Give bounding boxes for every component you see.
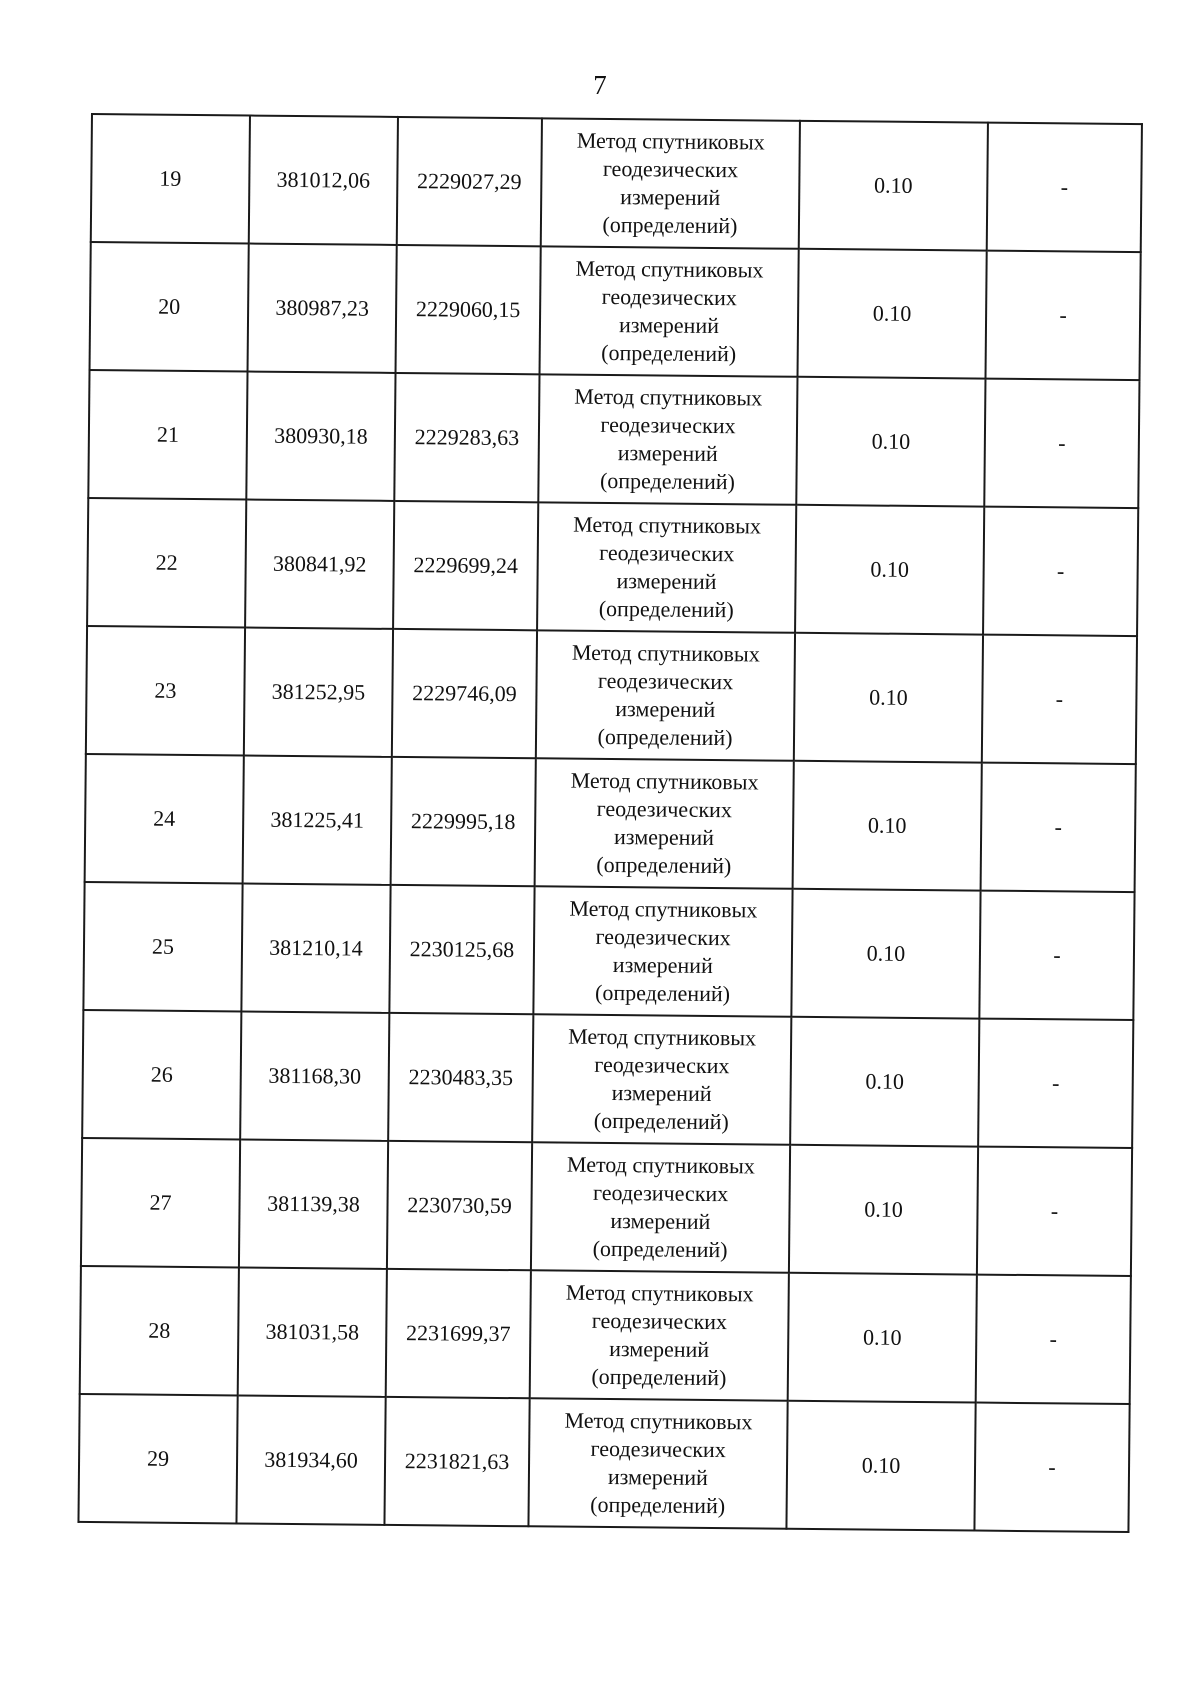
point-number-cell: 23	[86, 626, 245, 756]
method-line: геодезических	[600, 411, 736, 439]
table-row	[88, 370, 1139, 508]
x-coordinate-cell: 380841,92	[245, 500, 394, 629]
table-row	[91, 114, 1142, 252]
dash-cell: -	[987, 123, 1142, 252]
method-line: геодезических	[590, 1435, 726, 1463]
method-line: измерений	[612, 952, 713, 979]
y-coordinate-cell: 2229060,15	[396, 245, 541, 374]
method-line: измерений	[615, 696, 716, 723]
method-line: измерений	[616, 568, 717, 595]
method-line: Метод спутниковых	[576, 127, 765, 155]
point-number-cell: 29	[78, 1394, 237, 1524]
method-cell	[541, 118, 800, 248]
method-line: Метод спутниковых	[565, 1279, 754, 1307]
method-cell	[540, 246, 799, 376]
method-line: геодезических	[601, 283, 737, 311]
accuracy-cell: 0.10	[796, 377, 985, 507]
method-cell	[535, 758, 794, 888]
method-line: (определений)	[602, 211, 738, 239]
point-number-cell: 21	[88, 370, 247, 500]
method-line: (определений)	[596, 851, 732, 879]
accuracy-cell: 0.10	[786, 1401, 975, 1531]
table-row	[82, 1010, 1133, 1148]
dash-cell: -	[982, 635, 1137, 764]
method-line: Метод спутниковых	[574, 383, 763, 411]
y-coordinate-cell: 2229995,18	[391, 757, 536, 886]
method-line: геодезических	[591, 1307, 728, 1335]
point-number-cell: 28	[80, 1266, 239, 1396]
method-line: измерений	[617, 440, 718, 467]
method-line: геодезических	[602, 155, 739, 183]
dash-cell: -	[984, 379, 1139, 508]
method-line: измерений	[610, 1208, 711, 1234]
accuracy-cell: 0.10	[791, 889, 980, 1019]
y-coordinate-cell: 2229699,24	[393, 501, 538, 630]
accuracy-cell: 0.10	[788, 1273, 977, 1403]
x-coordinate-cell: 381210,14	[241, 883, 390, 1012]
method-line: геодезических	[599, 539, 735, 567]
method-line: (определений)	[599, 467, 736, 495]
method-cell	[532, 1014, 791, 1144]
method-cell	[538, 374, 797, 504]
accuracy-cell: 0.10	[793, 761, 982, 891]
x-coordinate-cell: 381031,58	[238, 1267, 387, 1396]
method-line: измерений	[613, 824, 715, 851]
dash-cell: -	[983, 507, 1138, 636]
point-number-cell: 20	[90, 242, 249, 372]
method-line: Метод спутниковых	[575, 255, 764, 283]
y-coordinate-cell: 2230125,68	[389, 885, 534, 1014]
method-line: измерений	[611, 1080, 712, 1107]
point-number-cell: 24	[85, 754, 244, 884]
y-coordinate-cell: 2230730,59	[387, 1141, 532, 1270]
method-line: (определений)	[598, 595, 734, 623]
table-row	[87, 498, 1138, 636]
accuracy-cell: 0.10	[790, 1017, 979, 1147]
y-coordinate-cell: 2231699,37	[386, 1269, 531, 1398]
dash-cell: -	[979, 891, 1134, 1020]
accuracy-cell: 0.10	[795, 505, 984, 635]
method-cell	[530, 1270, 789, 1400]
table-row	[90, 242, 1141, 380]
method-line: (определений)	[591, 1363, 727, 1391]
x-coordinate-cell: 380987,23	[248, 244, 397, 373]
method-cell	[536, 630, 795, 760]
accuracy-cell: 0.10	[798, 249, 987, 379]
x-coordinate-cell: 381139,38	[239, 1139, 388, 1268]
method-line: Метод спутниковых	[569, 895, 758, 923]
dash-cell: -	[985, 251, 1140, 380]
method-line: геодезических	[594, 1051, 730, 1079]
point-number-cell: 22	[87, 498, 246, 628]
x-coordinate-cell: 381168,30	[240, 1011, 389, 1140]
method-line: Метод спутниковых	[571, 639, 760, 667]
dash-cell: -	[978, 1019, 1133, 1148]
method-cell	[528, 1398, 787, 1528]
method-line: геодезических	[597, 667, 734, 695]
table-row	[80, 1266, 1131, 1404]
accuracy-cell: 0.10	[799, 121, 988, 251]
y-coordinate-cell: 2231821,63	[384, 1397, 529, 1526]
point-number-cell: 27	[81, 1138, 240, 1268]
dash-cell: -	[976, 1275, 1131, 1404]
accuracy-cell: 0.10	[794, 633, 983, 763]
method-line: (определений)	[593, 1107, 729, 1135]
x-coordinate-cell: 380930,18	[246, 372, 395, 501]
method-line: измерений	[618, 312, 720, 339]
method-line: (определений)	[601, 339, 737, 367]
method-line: измерений	[620, 184, 721, 211]
method-line: измерений	[609, 1336, 710, 1362]
y-coordinate-cell: 2230483,35	[388, 1013, 533, 1142]
method-cell	[531, 1142, 790, 1272]
table-row	[81, 1138, 1132, 1276]
method-line: Метод спутниковых	[566, 1151, 755, 1179]
page-number: 7	[593, 70, 607, 100]
point-number-cell: 26	[82, 1010, 241, 1140]
table-row	[86, 626, 1137, 764]
accuracy-cell: 0.10	[789, 1145, 978, 1275]
y-coordinate-cell: 2229746,09	[392, 629, 537, 758]
table-row	[78, 1394, 1129, 1532]
y-coordinate-cell: 2229283,63	[394, 373, 539, 502]
method-line: (определений)	[592, 1235, 728, 1263]
dash-cell: -	[977, 1147, 1132, 1276]
method-line: Метод спутниковых	[570, 767, 759, 795]
method-cell	[537, 502, 796, 632]
coordinates-table	[77, 113, 1142, 1533]
y-coordinate-cell: 2229027,29	[397, 117, 542, 246]
x-coordinate-cell: 381012,06	[249, 116, 398, 245]
method-line: Метод спутниковых	[568, 1023, 757, 1051]
table-row	[83, 882, 1134, 1020]
x-coordinate-cell: 381225,41	[243, 755, 392, 884]
x-coordinate-cell: 381252,95	[244, 628, 393, 757]
method-line: геодезических	[592, 1179, 729, 1207]
method-line: Метод спутниковых	[564, 1407, 753, 1435]
coordinates-table-body	[78, 114, 1141, 1532]
method-line: (определений)	[594, 979, 731, 1007]
point-number-cell: 19	[91, 114, 250, 244]
method-line: измерений	[607, 1464, 709, 1490]
x-coordinate-cell: 381934,60	[236, 1395, 385, 1524]
dash-cell: -	[974, 1403, 1129, 1532]
table-row	[85, 754, 1136, 892]
method-cell	[533, 886, 792, 1016]
method-line: геодезических	[595, 923, 731, 951]
method-line: геодезических	[596, 795, 733, 823]
method-line: (определений)	[597, 723, 733, 751]
point-number-cell: 25	[83, 882, 242, 1012]
dash-cell: -	[981, 763, 1136, 892]
method-line: Метод спутниковых	[573, 511, 762, 539]
method-line: (определений)	[590, 1491, 726, 1519]
